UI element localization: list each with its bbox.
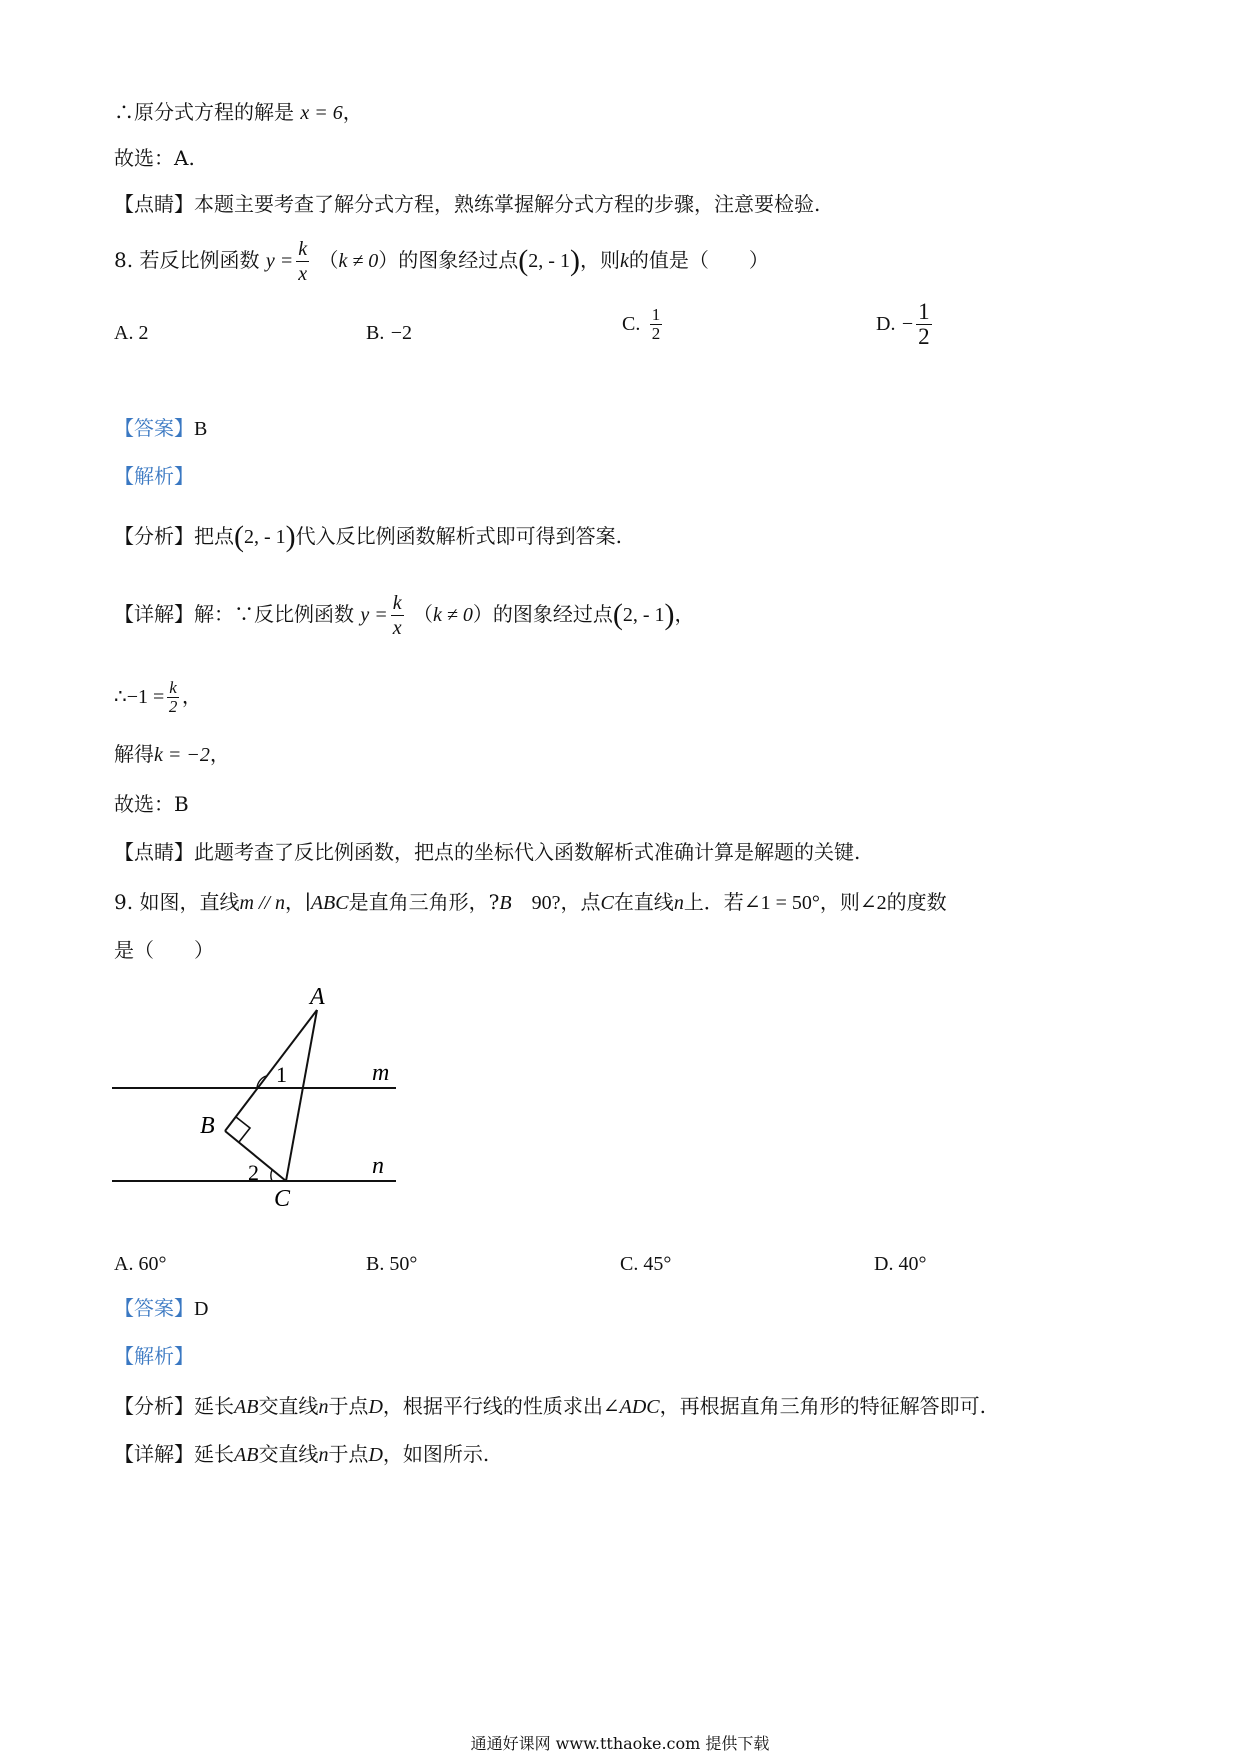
label-angle-2: 2 <box>248 1160 259 1185</box>
label-c: C <box>274 1186 291 1212</box>
choice-line: 故选：A. <box>114 146 195 170</box>
right-angle-mark <box>236 1117 250 1142</box>
option-8-b: B. −2 <box>366 322 412 344</box>
answer-9: 【答案】D <box>114 1296 209 1320</box>
tip-line: 【点睛】本题主要考查了解分式方程，熟练掌握解分式方程的步骤，注意要检验. <box>114 192 821 216</box>
question-9: 9. 如图，直线m // n，∣ABC是直角三角形，?B 90?，点C在直线n上．若∠1 = 50°，则∠2的度数 <box>114 890 947 914</box>
analysis-9: 【分析】延长AB交直线n于点D，根据平行线的性质求出∠ADC，再根据直角三角形的特征解答即可. <box>114 1394 987 1418</box>
detail-9: 【详解】延长AB交直线n于点D，如图所示. <box>114 1442 490 1466</box>
segment-ab <box>225 1010 317 1131</box>
label-n: n <box>372 1153 384 1179</box>
detail-8: 【详解】解：∵反比例函数 y = $\frac{k}{x}$ （k ≠ 0）的图象经过点(2, - 1)， <box>114 592 695 639</box>
geometry-figure <box>100 978 420 1218</box>
option-8-c: C. $\frac{1}{2}$ <box>622 305 661 343</box>
option-9-a: A. 60° <box>114 1253 167 1275</box>
option-9-c: C. 45° <box>620 1253 672 1275</box>
analysis-8-header: 【解析】 <box>114 464 194 488</box>
page-footer: 通通好课网 www.tthaoke.com 提供下载 <box>470 1734 770 1753</box>
question-9-cont: 是（ ） <box>114 938 214 962</box>
option-9-d: D. 40° <box>874 1253 927 1275</box>
angle-2-arc <box>271 1170 272 1181</box>
answer-8: 【答案】B <box>114 416 208 440</box>
solution-line: ∴原分式方程的解是 x = 6， <box>114 100 363 124</box>
label-a: A <box>310 984 325 1010</box>
label-b: B <box>200 1113 215 1139</box>
equation-1: ∴−1 = $\frac{k}{2}$ ， <box>114 678 202 716</box>
question-8: 8. 若反比例函数 y = $\frac{k}{x}$ （k ≠ 0）的图象经过点(2, - 1)，则k的值是（ ） <box>114 238 769 285</box>
tip-8: 【点睛】此题考查了反比例函数，把点的坐标代入函数解析式准确计算是解题的关键. <box>114 840 861 864</box>
segment-ac <box>286 1010 317 1181</box>
option-9-b: B. 50° <box>366 1253 418 1275</box>
solve-k: 解得k = −2， <box>114 742 230 766</box>
option-8-d: D. − $\frac{1}{2}$ <box>876 299 930 349</box>
option-8-a: A. 2 <box>114 322 149 344</box>
analysis-9-header: 【解析】 <box>114 1344 194 1368</box>
choice-8: 故选：B <box>114 792 189 816</box>
label-angle-1: 1 <box>276 1062 287 1087</box>
label-m: m <box>372 1060 390 1086</box>
analysis-8: 【分析】把点(2, - 1)代入反比例函数解析式即可得到答案. <box>114 520 623 553</box>
